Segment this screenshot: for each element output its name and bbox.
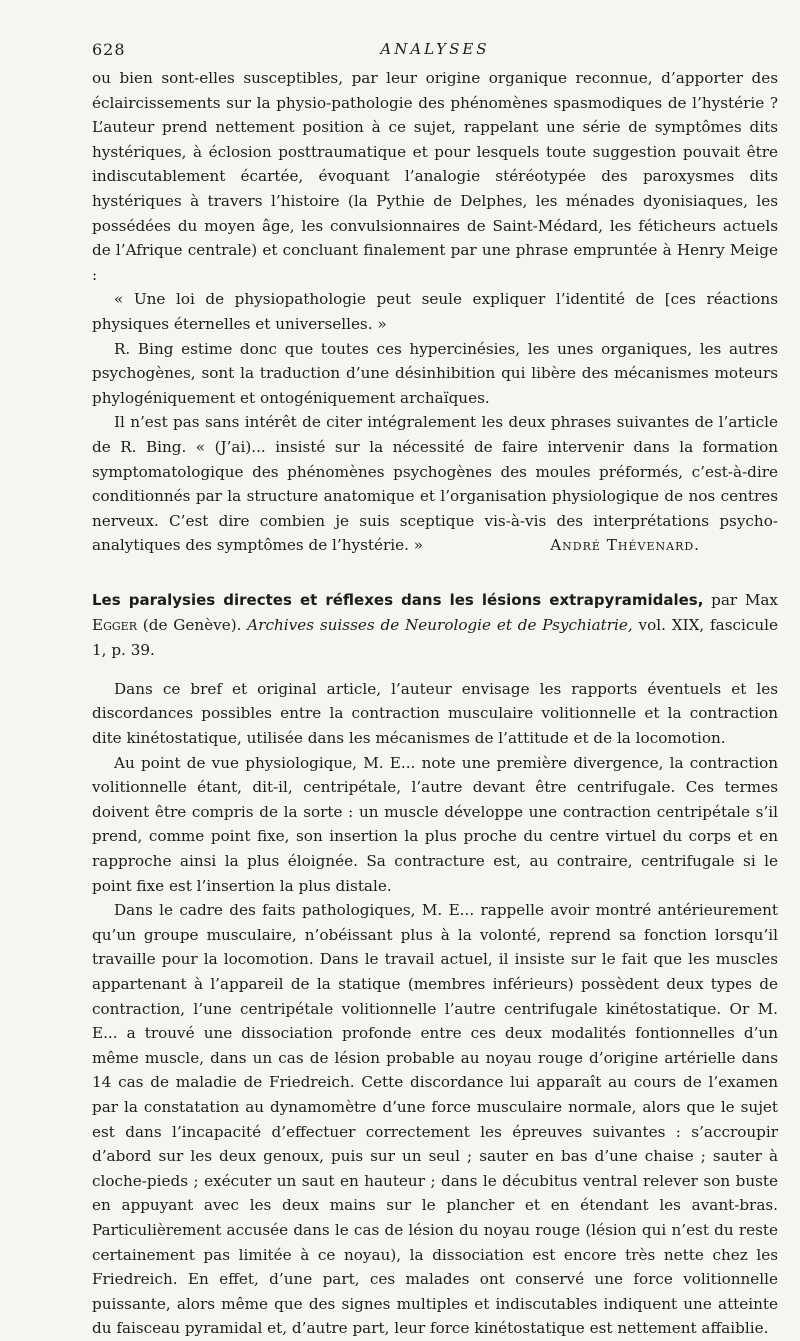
article-affiliation: (de Genève).	[136, 615, 248, 634]
article-reference: vol. XIX, fascicule 1, p. 39.	[92, 615, 779, 659]
article-by: par Max	[703, 590, 778, 609]
review1-paragraph-1: ou bien sont-elles susceptibles, par leur origine organique reconnue, d’apporter des éclaircissements sur la physio-pathologie des phénomènes spasmodiques de l’hystérie ? L’auteur prend nettement position à ce sujet, rappelant une série de symptômes dits hystériques, à éclosion posttraumatique et pour lesquels toute suggestion pouvait être indiscutablement écartée, évoquant l’analogie stéréotypée des paroxysmes dits hystériques à travers l’histoire (la Pythie de Delphes, les ménades dyonisiaques, les possédées du moyen âge, les convulsionnaires de Saint-Médard, les féticheurs actuels de l’Afrique centrale) et concluant finalement par une phrase empruntée à Henry Meige :	[92, 69, 778, 284]
review2-paragraph-2: Au point de vue physiologique, M. E... note une première divergence, la contraction volitionnelle étant, dit-il, centripétale, l’autre devant être centrifugale. Ces termes doivent être compris de la sorte : un muscle développe une contraction centripétale s’il prend, comme point fixe, son insertion la plus proche du centre virtuel du corps et en rapproche ainsi la plus éloignée. Sa contracture est, au contraire, centrifugale si le point fixe est l’insertion la plus distale.	[92, 753, 778, 895]
page-number: 628	[92, 40, 126, 59]
review2-paragraph-3: Dans le cadre des faits pathologiques, M. E... rappelle avoir montré antérieurement qu’un groupe musculaire, n’obéissant plus à la volonté, reprend sa fonction lorsqu’il travaille pour la locomotion. Dans le travail actuel, il insiste sur le fait que les muscles appartenant à l’appareil de la statique (membres inférieurs) possèdent deux types de contraction, l’une centripétale volitionnelle l’autre centrifugale kinétostatique. Or M. E... a trouvé une dissociation profonde entre ces deux modalités fontionnelles d’un même muscle, dans un cas de lésion probable au noyau rouge d’origine artérielle dans 14 cas de maladie de Friedreich. Cette discordance lui apparaît au cours de l’examen par la constatation au dynamomètre d’une force musculaire normale, alors que le sujet est dans l’incapacité d’effectuer correctement les épreuves suivantes : s’accroupir d’abord sur les deux genoux, puis sur un seul ; sauter en bas d’une chaise ; sauter à cloche-pieds ; exécuter un saut en hauteur ; dans le décubitus ventral relever son buste en appuyant avec les deux mains sur le plancher et en étendant les avant-bras. Particulièrement accusée dans le cas de lésion du noyau rouge (lésion qui n’est du reste certainement pas limitée à ce noyau), la dissociation est encore très nette chez les Friedreich. En effet, d’une part, ces malades ont conservé une force volitionnelle puissante, alors même que des signes multiples et indiscutables indiquent une atteinte du faisceau pyramidal et, d’autre part, leur force kinétostatique est nettement affaiblie.	[92, 901, 778, 1338]
review-egger	[92, 677, 778, 1341]
article-title: Les paralysies directes et réflexes dans les lésions extrapyramidales,	[92, 590, 704, 609]
running-head: ANALYSES	[380, 40, 490, 58]
article-journal: Archives suisses de Neurologie et de Psychiatrie,	[247, 615, 633, 634]
article-heading	[92, 588, 778, 663]
reviewer-signature: André Thévenard.	[550, 536, 700, 555]
review1-quote: « Une loi de physiopathologie peut seule expliquer l’identité de [ces réactions physiques éternelles et universelles. »	[92, 290, 778, 333]
review2-paragraph-1: Dans ce bref et original article, l’auteur envisage les rapports éventuels et les discordances possibles entre la contraction musculaire volitionnelle et la contraction dite kinétostatique, utilisée dans les mécanismes de l’attitude et de la locomotion.	[92, 679, 778, 748]
page-header	[92, 40, 778, 66]
article-author: Egger	[92, 615, 137, 634]
review-bing	[92, 66, 778, 558]
review1-paragraph-4	[92, 410, 778, 558]
review1-paragraph-4-text: Il n’est pas sans intérêt de citer intégralement les deux phrases suivantes de l’article de R. Bing. « (J’ai)... insisté sur la nécessité de faire intervenir dans la formation symptomatologique des phénomènes psychogènes des moules préformés, c’est-à-dire conditionnés par la structure anatomique et l’organisation physiologique de nos centres nerveux. C’est dire combien je suis sceptique vis-à-vis des interprétations psycho-analytiques des symptômes de l’hystérie. »	[92, 413, 778, 555]
review1-paragraph-3: R. Bing estime donc que toutes ces hypercinésies, les unes organiques, les autres psychogènes, sont la traduction d’une désinhibition qui libère des mécanismes moteurs phylogéniquement et ontogéniquement archaïques.	[92, 339, 778, 407]
